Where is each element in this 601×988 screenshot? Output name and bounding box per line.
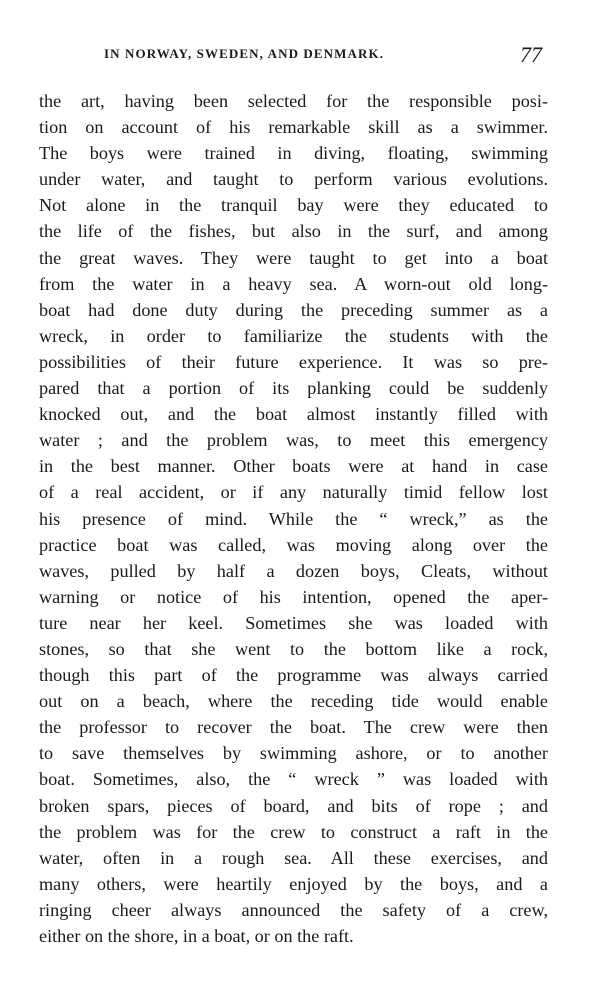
text-line: The boys were trained in diving, floating, swimming <box>39 143 548 164</box>
text-line: boat had done duty during the preceding summer as a <box>39 299 548 320</box>
text-line: pared that a portion of its planking could be suddenly <box>39 378 548 399</box>
text-line: possibilities of their future experience. It was so pre- <box>39 351 548 372</box>
text-line: either on the shore, in a boat, or on the raft. <box>39 926 354 946</box>
text-line: boat. Sometimes, also, the “ wreck ” was loaded with <box>39 769 548 790</box>
text-line: water ; and the problem was, to meet this emergency <box>39 430 548 451</box>
text-line: to save themselves by swimming ashore, or to another <box>39 743 548 764</box>
text-line: many others, were heartily enjoyed by the boys, and a <box>39 873 548 894</box>
running-header: IN NORWAY, SWEDEN, AND DENMARK. <box>104 46 385 61</box>
text-line: wreck, in order to familiarize the students with the <box>39 325 548 346</box>
page-number: 77 <box>520 42 542 67</box>
text-line: water, often in a rough sea. All these exercises, and <box>39 847 548 868</box>
text-line: waves, pulled by half a dozen boys, Cleats, without <box>39 560 548 581</box>
text-line: the life of the fishes, but also in the surf, and among <box>39 221 548 242</box>
text-line: broken spars, pieces of board, and bits of rope ; and <box>39 795 548 816</box>
text-line: out on a beach, where the receding tide would enable <box>39 691 548 712</box>
text-line: the great waves. They were taught to get into a boat <box>39 247 548 268</box>
text-line: his presence of mind. While the “ wreck,” as the <box>39 508 548 529</box>
text-line: the professor to recover the boat. The crew were then <box>39 717 548 738</box>
text-line: tion on account of his remarkable skill as a swimmer. <box>39 117 548 138</box>
text-line: Not alone in the tranquil bay were they educated to <box>39 195 548 216</box>
text-line: knocked out, and the boat almost instantly filled with <box>39 404 548 425</box>
text-line: ture near her keel. Sometimes she was loaded with <box>39 612 548 633</box>
text-line: warning or notice of his intention, opened the aper- <box>39 586 548 607</box>
text-line: under water, and taught to perform various evolutions. <box>39 169 548 190</box>
text-line: from the water in a heavy sea. A worn-out old long- <box>39 273 548 294</box>
text-line: the problem was for the crew to construct a raft in the <box>39 821 548 842</box>
text-line: ringing cheer always announced the safety of a crew, <box>39 899 548 920</box>
body-text <box>39 88 548 949</box>
text-line: stones, so that she went to the bottom like a rock, <box>39 638 548 659</box>
text-line: practice boat was called, was moving along over the <box>39 534 548 555</box>
text-line: though this part of the programme was always carried <box>39 665 548 686</box>
text-line: the art, having been selected for the responsible posi- <box>39 91 548 111</box>
text-line: in the best manner. Other boats were at hand in case <box>39 456 548 477</box>
text-line: of a real accident, or if any naturally timid fellow lost <box>39 482 548 503</box>
